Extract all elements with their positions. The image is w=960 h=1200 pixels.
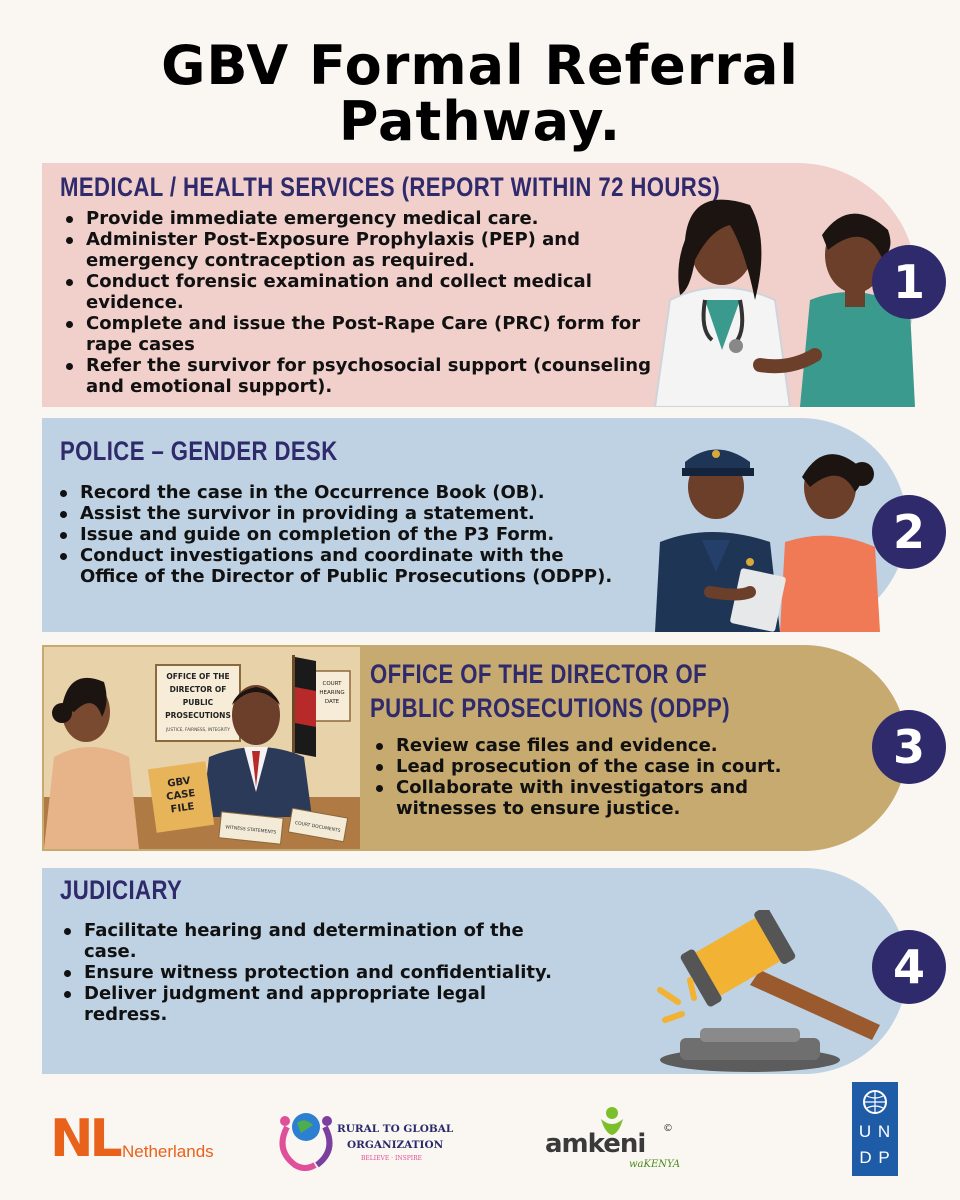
sign-line-2: DIRECTOR OF [169,685,227,694]
title-line-2: Pathway. [338,90,622,153]
nl-text: Netherlands [122,1142,214,1161]
list-item: Provide immediate emergency medical care. [62,208,682,229]
step-2-number-badge: 2 [872,495,946,569]
amkeni-logo [545,1105,685,1175]
list-item: Conduct forensic examination and collect medical evidence. [62,271,682,313]
rtg-tagline: BELIEVE · INSPIRE [361,1155,422,1162]
list-item: Facilitate hearing and determination of the case. [60,920,560,962]
netherlands-logo [50,1110,220,1170]
step-3-list [372,735,822,819]
step-1-heading: MEDICAL / HEALTH SERVICES (REPORT WITHIN 72 HOURS) [60,172,721,202]
list-item: Deliver judgment and appropriate legal redress. [60,983,560,1025]
doc-court: COURT DOCUMENTS [294,820,341,834]
un-emblem-icon [857,1088,893,1116]
amkeni-mark: © [663,1123,673,1134]
doc-witness: WITNESS STATEMENTS [225,825,277,836]
amkeni-text: amkeni [545,1129,646,1159]
list-item: Ensure witness protection and confidentiality. [60,962,560,983]
gavel-icon [650,910,890,1075]
step-3-heading: OFFICE OF THE DIRECTOR OF PUBLIC PROSECUTIONS (ODPP) [370,659,731,723]
list-item: Refer the survivor for psychosocial support (counseling and emotional support). [62,355,682,397]
sign-line-3: PUBLIC [182,698,214,707]
list-item: Complete and issue the Post-Rape Care (PRC) form for rape cases [62,313,682,355]
rtg-line-2: ORGANIZATION [347,1139,444,1151]
notice-line-1: COURT [322,681,342,687]
list-item: Assist the survivor in providing a statement. [56,503,616,524]
list-item: Collaborate with investigators and witnesses to ensure justice. [372,777,822,819]
undp-logo [852,1082,898,1176]
rural-to-global-logo [275,1105,455,1175]
folder-line-2: CASE [165,788,196,803]
step-4-list [60,920,560,1025]
odpp-office-illustration [44,647,360,849]
sign-line-4: PROSECUTIONS [165,711,231,720]
notice-line-3: DATE [324,699,340,705]
rtg-line-1: RURAL TO GLOBAL [337,1123,454,1135]
step-1-number-badge: 1 [872,245,946,319]
globe-icon [275,1105,337,1171]
title-line-1: GBV Formal Referral [161,34,799,97]
folder-line-1: GBV [166,775,192,790]
undp-top: U N [858,1122,892,1141]
police-survivor-illustration [650,432,890,632]
step-4-heading: JUDICIARY [60,875,183,905]
step-4-number-badge: 4 [872,930,946,1004]
page-title [0,34,960,153]
folder-line-3: FILE [170,801,196,816]
step-2-list [56,482,616,587]
step-1-list [62,208,682,397]
list-item: Issue and guide on completion of the P3 Form. [56,524,616,545]
list-item: Lead prosecution of the case in court. [372,756,822,777]
step-3-number-badge: 3 [872,710,946,784]
list-item: Record the case in the Occurrence Book (OB). [56,482,616,503]
list-item: Administer Post-Exposure Prophylaxis (PEP) and emergency contraception as required. [62,229,682,271]
sign-motto: JUSTICE, FAIRNESS, INTEGRITY [166,727,230,732]
list-item: Conduct investigations and coordinate with the Office of the Director of Public Prosecutions (ODPP). [56,545,616,587]
notice-line-2: HEARING [319,690,345,696]
step-2-heading: POLICE – GENDER DESK [60,436,338,466]
amkeni-sub: waKENYA [629,1159,681,1170]
list-item: Review case files and evidence. [372,735,822,756]
sign-line-1: OFFICE OF THE [166,672,230,681]
undp-bottom: D P [859,1148,891,1167]
nl-mark: NL [50,1109,119,1169]
